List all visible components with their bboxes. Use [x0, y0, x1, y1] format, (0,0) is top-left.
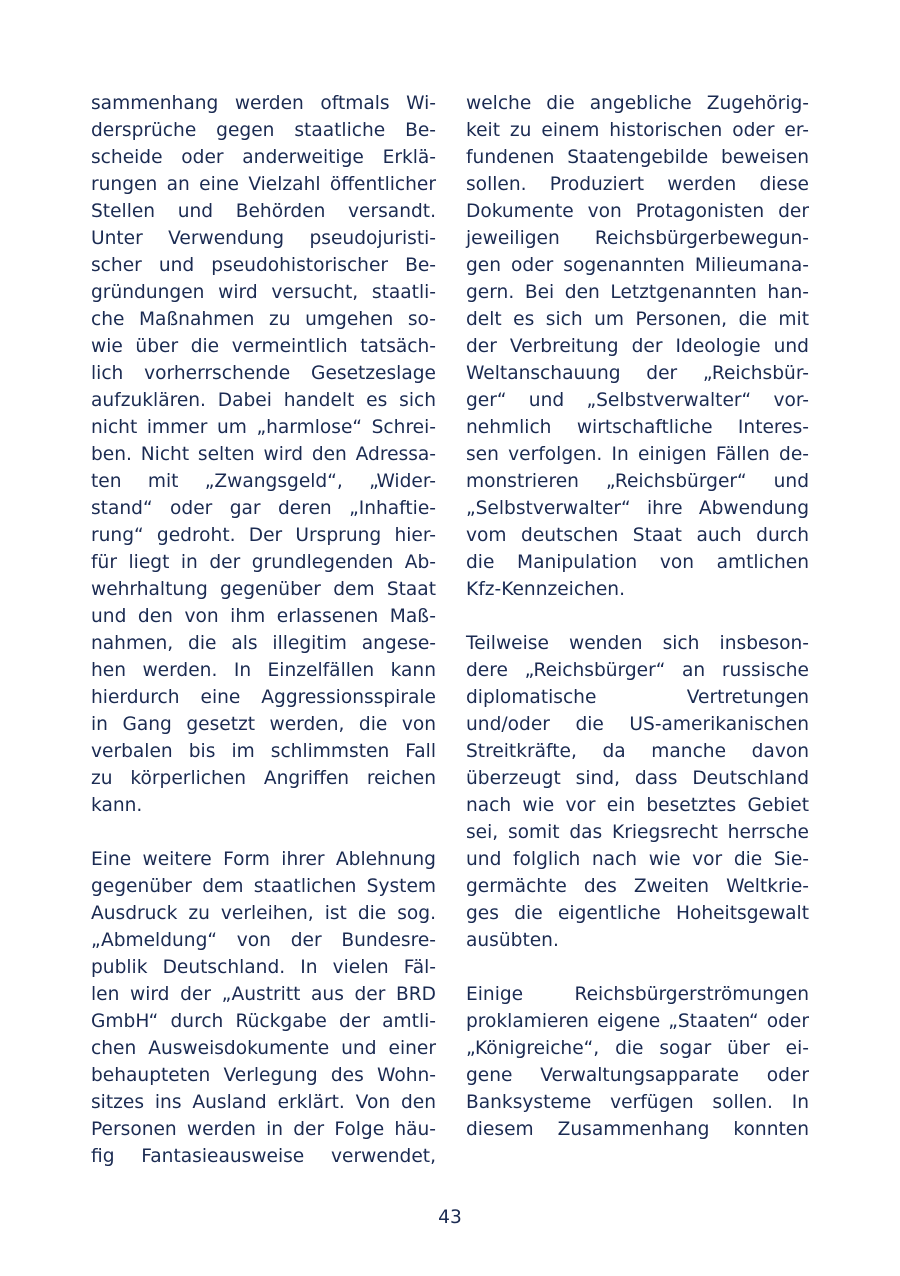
- paragraph-gap: [466, 954, 809, 981]
- text-line: Banksysteme verfügen sollen. In: [466, 1092, 809, 1113]
- text-line: und/oder die US-amerikanischen: [466, 714, 809, 735]
- paragraph: [466, 981, 809, 1143]
- text-line: Eine weitere Form ihrer Ablehnung: [91, 849, 436, 870]
- text-line: Streitkräfte, da manche davon: [466, 741, 809, 762]
- text-line: dere „Reichsbürger“ an russische: [466, 660, 809, 681]
- text-line: ten mit „Zwangsgeld“, „Wider-: [91, 471, 436, 492]
- text-line: für liegt in der grundlegenden Ab-: [91, 552, 436, 573]
- text-line: nicht immer um „harmlose“ Schrei-: [91, 417, 436, 438]
- text-line: fundenen Staatengebilde beweisen: [466, 147, 809, 168]
- page-number: 43: [438, 1207, 462, 1228]
- right-text-column: [466, 90, 809, 1143]
- text-line: hen werden. In Einzelfällen kann: [91, 660, 436, 681]
- text-line: Weltanschauung der „Reichsbür-: [466, 363, 809, 384]
- text-line: aufzuklären. Dabei handelt es sich: [91, 390, 436, 411]
- text-line: Kfz-Kennzeichen.: [466, 579, 625, 600]
- text-line: gen oder sogenannten Milieumana-: [466, 255, 809, 276]
- text-line: ges die eigentliche Hoheitsgewalt: [466, 903, 809, 924]
- text-line: nahmen, die als illegitim angese-: [91, 633, 436, 654]
- text-line: und folglich nach wie vor die Sie-: [466, 849, 809, 870]
- text-line: zu körperlichen Angriffen reichen: [91, 768, 436, 789]
- text-line: fig Fantasieausweise verwendet,: [91, 1146, 436, 1167]
- text-line: welche die angebliche Zugehörig-: [466, 93, 809, 114]
- text-line: sen verfolgen. In einigen Fällen de-: [466, 444, 809, 465]
- text-line: die Manipulation von amtlichen: [466, 552, 809, 573]
- text-line: proklamieren eigene „Staaten“ oder: [466, 1011, 809, 1032]
- text-line: rung“ gedroht. Der Ursprung hier-: [91, 525, 436, 546]
- text-line: len wird der „Austritt aus der BRD: [91, 984, 436, 1005]
- text-line: monstrieren „Reichsbürger“ und: [466, 471, 809, 492]
- text-line: „Königreiche“, die sogar über ei-: [466, 1038, 809, 1059]
- text-line: delt es sich um Personen, die mit: [466, 309, 809, 330]
- text-line: gern. Bei den Letztgenannten han-: [466, 282, 809, 303]
- text-line: und den von ihm erlassenen Maß-: [91, 606, 436, 627]
- text-line: diesem Zusammenhang konnten: [466, 1119, 809, 1140]
- text-line: lich vorherrschende Gesetzeslage: [91, 363, 436, 384]
- text-line: rungen an eine Vielzahl öffentlicher: [91, 174, 436, 195]
- text-line: Stellen und Behörden versandt.: [91, 201, 436, 222]
- text-line: nehmlich wirtschaftliche Interes-: [466, 417, 809, 438]
- text-line: wehrhaltung gegenüber dem Staat: [91, 579, 436, 600]
- text-line: Teilweise wenden sich insbeson-: [466, 633, 809, 654]
- text-line: behaupteten Verlegung des Wohn-: [91, 1065, 436, 1086]
- text-line: gegenüber dem staatlichen System: [91, 876, 436, 897]
- text-line: Personen werden in der Folge häu-: [91, 1119, 436, 1140]
- text-line: „Selbstverwalter“ ihre Abwendung: [466, 498, 809, 519]
- text-line: Ausdruck zu verleihen, ist die sog.: [91, 903, 436, 924]
- text-line: Unter Verwendung pseudojuristi-: [91, 228, 436, 249]
- text-line: GmbH“ durch Rückgabe der amtli-: [91, 1011, 436, 1032]
- text-line: in Gang gesetzt werden, die von: [91, 714, 436, 735]
- text-line: germächte des Zweiten Weltkrie-: [466, 876, 809, 897]
- text-line: vom deutschen Staat auch durch: [466, 525, 809, 546]
- text-line: gene Verwaltungsapparate oder: [466, 1065, 809, 1086]
- text-line: wie über die vermeintlich tatsäch-: [91, 336, 436, 357]
- text-line: hierdurch eine Aggressionsspirale: [91, 687, 436, 708]
- text-line: stand“ oder gar deren „Inhaftie-: [91, 498, 436, 519]
- paragraph: [466, 90, 809, 603]
- text-line: gründungen wird versucht, staatli-: [91, 282, 436, 303]
- text-line: publik Deutschland. In vielen Fäl-: [91, 957, 436, 978]
- text-line: Dokumente von Protagonisten der: [466, 201, 809, 222]
- text-line: jeweiligen Reichsbürgerbewegun-: [466, 228, 809, 249]
- text-line: scher und pseudohistorischer Be-: [91, 255, 436, 276]
- text-line: Einige Reichsbürgerströmungen: [466, 984, 809, 1005]
- text-line: diplomatische Vertretungen: [466, 687, 809, 708]
- text-line: sammenhang werden oftmals Wi-: [91, 93, 436, 114]
- text-line: che Maßnahmen zu umgehen so-: [91, 309, 436, 330]
- text-line: scheide oder anderweitige Erklä-: [91, 147, 436, 168]
- left-text-column: [91, 90, 436, 1170]
- paragraph: [91, 846, 436, 1170]
- text-line: ben. Nicht selten wird den Adressa-: [91, 444, 436, 465]
- text-line: dersprüche gegen staatliche Be-: [91, 120, 436, 141]
- text-line: keit zu einem historischen oder er-: [466, 120, 809, 141]
- paragraph-gap: [91, 819, 436, 846]
- text-line: sei, somit das Kriegsrecht herrsche: [466, 822, 809, 843]
- text-line: sitzes ins Ausland erklärt. Von den: [91, 1092, 436, 1113]
- text-line: der Verbreitung der Ideologie und: [466, 336, 809, 357]
- text-line: überzeugt sind, dass Deutschland: [466, 768, 809, 789]
- text-line: „Abmeldung“ von der Bundesre-: [91, 930, 436, 951]
- paragraph: [91, 90, 436, 819]
- text-line: kann.: [91, 795, 143, 816]
- text-line: ger“ und „Selbstverwalter“ vor-: [466, 390, 809, 411]
- text-line: chen Ausweisdokumente und einer: [91, 1038, 436, 1059]
- text-line: nach wie vor ein besetztes Gebiet: [466, 795, 809, 816]
- paragraph: [466, 630, 809, 954]
- text-line: sollen. Produziert werden diese: [466, 174, 809, 195]
- text-line: verbalen bis im schlimmsten Fall: [91, 741, 436, 762]
- paragraph-gap: [466, 603, 809, 630]
- text-line: ausübten.: [466, 930, 559, 951]
